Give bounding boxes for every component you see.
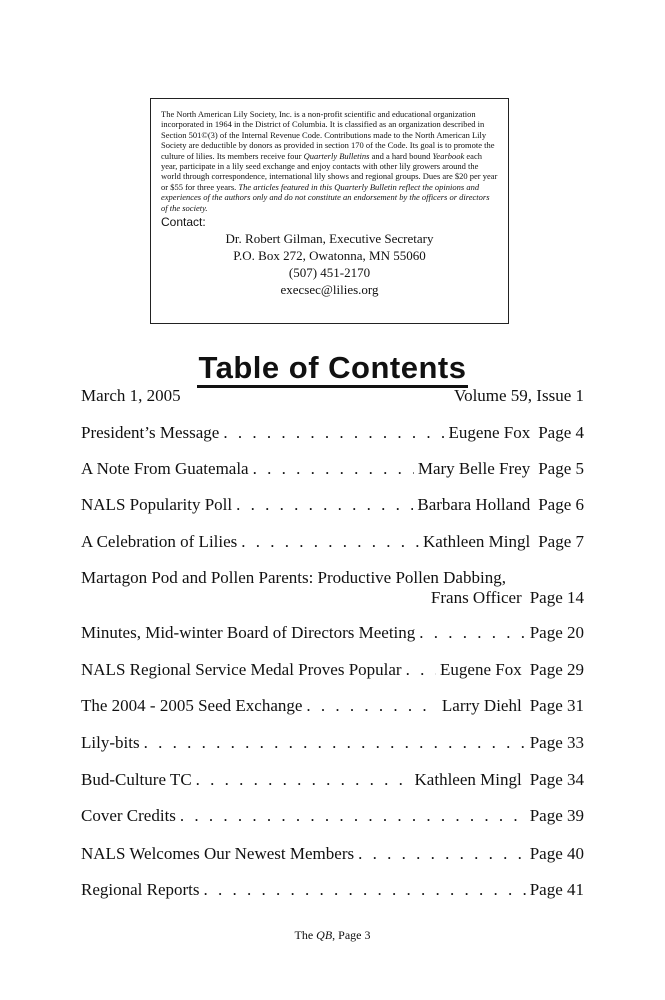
toc-entry-title: Lily-bits <box>81 733 140 752</box>
toc-entry-title: A Note From Guatemala <box>81 459 249 478</box>
toc-entry[interactable] <box>81 880 584 900</box>
toc-entry-page: Page 14 <box>529 588 584 607</box>
toc-entry[interactable] <box>81 770 584 790</box>
issue-volume: Volume 59, Issue 1 <box>453 386 584 405</box>
dot-leader <box>358 844 526 864</box>
dot-leader <box>419 623 525 643</box>
dot-leader <box>241 532 419 552</box>
footer-qb: QB <box>316 928 333 942</box>
issue-date: March 1, 2005 <box>81 386 181 405</box>
dot-leader <box>306 696 438 716</box>
contact-block <box>161 230 498 298</box>
toc-entry-author: Frans Officer <box>430 588 522 607</box>
contact-name: Dr. Robert Gilman, Executive Secretary <box>225 231 434 247</box>
quarterly-bulletins-text: Quarterly Bulletins <box>303 150 370 161</box>
dot-leader <box>406 660 436 680</box>
yearbook-text: Yearbook <box>432 150 465 161</box>
toc-entry[interactable] <box>81 459 584 479</box>
toc-entry-page: Page 33 <box>529 733 584 752</box>
toc-entry-byline <box>81 588 584 608</box>
toc-entry-page: Page 40 <box>529 844 584 863</box>
toc-entry[interactable] <box>81 660 584 680</box>
toc-entry-title: NALS Regional Service Medal Proves Popular <box>81 660 402 679</box>
toc-entry[interactable] <box>81 568 584 608</box>
dot-leader <box>180 806 526 826</box>
toc-entry-title: The 2004 - 2005 Seed Exchange <box>81 696 303 715</box>
toc-heading-text: Table of Contents <box>197 350 469 388</box>
toc-entry-title: Cover Credits <box>81 806 176 825</box>
dot-leader <box>223 423 444 443</box>
issue-meta-row <box>81 386 584 406</box>
toc-entry-page: Page 5 <box>538 459 584 478</box>
toc-entry-title: Regional Reports <box>81 880 200 899</box>
toc-entry[interactable] <box>81 532 584 552</box>
description-text: The North American Lily Society, Inc. is a non-profit scientific and educational organization incorporated in 1964 in the District of Columbia. It is classified as an organization described in Section 501©(3) of the Internal Revenue Code. Contributions made to the North American Lily Society are deductible by donors as provided in section 170 of the Code. Its goal is to promote the culture of lilies. Its members receive four <box>161 109 495 161</box>
contact-email: execsec@lilies.org <box>280 282 379 298</box>
toc-entry-page: Page 41 <box>529 880 584 899</box>
toc-entry[interactable] <box>81 806 584 826</box>
toc-entry-page: Page 4 <box>538 423 584 442</box>
dot-leader <box>253 459 414 479</box>
toc-entry-page: Page 31 <box>529 696 584 715</box>
toc-entry-title: A Celebration of Lilies <box>81 532 238 551</box>
toc-entry-title: Minutes, Mid-winter Board of Directors Meeting <box>81 623 416 642</box>
disclaimer-text: The articles featured in this Quarterly Bulletin reflect the opinions and experiences of the authors only and do not constitute an endorsement by the officers or directors of the society. <box>161 181 490 213</box>
dot-leader <box>204 880 526 900</box>
toc-entry[interactable] <box>81 696 584 716</box>
toc-entry-page: Page 6 <box>538 495 584 514</box>
dot-leader <box>236 495 413 515</box>
page-footer <box>0 928 665 943</box>
toc-entry[interactable] <box>81 495 584 515</box>
society-description <box>161 109 498 213</box>
toc-entry-author: Barbara Holland <box>417 495 531 514</box>
toc-entry-title: President’s Message <box>81 423 220 442</box>
toc-entry-page: Page 20 <box>529 623 584 642</box>
toc-heading <box>0 350 665 386</box>
toc-entry-author: Larry Diehl <box>441 696 522 715</box>
footer-prefix: The <box>294 928 317 942</box>
toc-entry-title: Martagon Pod and Pollen Parents: Productive Pollen Dabbing, <box>81 568 506 587</box>
toc-entry[interactable] <box>81 844 584 864</box>
contact-phone: (507) 451-2170 <box>288 265 371 281</box>
toc-entry-author: Kathleen Mingl <box>423 532 531 551</box>
toc-entry-author: Eugene Fox <box>440 660 522 679</box>
toc-entry-author: Eugene Fox <box>448 423 531 442</box>
toc-entry[interactable] <box>81 733 584 753</box>
footer-page-number: , Page 3 <box>332 928 371 942</box>
toc-entry-page: Page 39 <box>529 806 584 825</box>
toc-entry-title: NALS Welcomes Our Newest Members <box>81 844 355 863</box>
toc-entry[interactable] <box>81 423 584 443</box>
dot-leader <box>144 733 526 753</box>
contact-label: Contact: <box>161 215 206 230</box>
dot-leader <box>196 770 411 790</box>
society-info-box <box>150 98 509 324</box>
toc-entry-author: Mary Belle Frey <box>417 459 531 478</box>
description-text-c: each year, participate in a lily seed exchange and enjoy contacts with other lily growers around the world through correspondence, international lily shows and regional groups. Dues are $20 per year or $55 for three years. <box>161 150 498 192</box>
description-text-b: and a hard bound <box>369 150 433 161</box>
toc-entry-page: Page 7 <box>538 532 584 551</box>
toc-entry-author: Kathleen Mingl <box>414 770 522 789</box>
toc-entry-title: NALS Popularity Poll <box>81 495 233 514</box>
contact-address: P.O. Box 272, Owatonna, MN 55060 <box>233 248 426 264</box>
toc-entry[interactable] <box>81 623 584 643</box>
toc-entry-page: Page 29 <box>529 660 584 679</box>
toc-entry-page: Page 34 <box>529 770 584 789</box>
toc-entry-title: Bud-Culture TC <box>81 770 192 789</box>
